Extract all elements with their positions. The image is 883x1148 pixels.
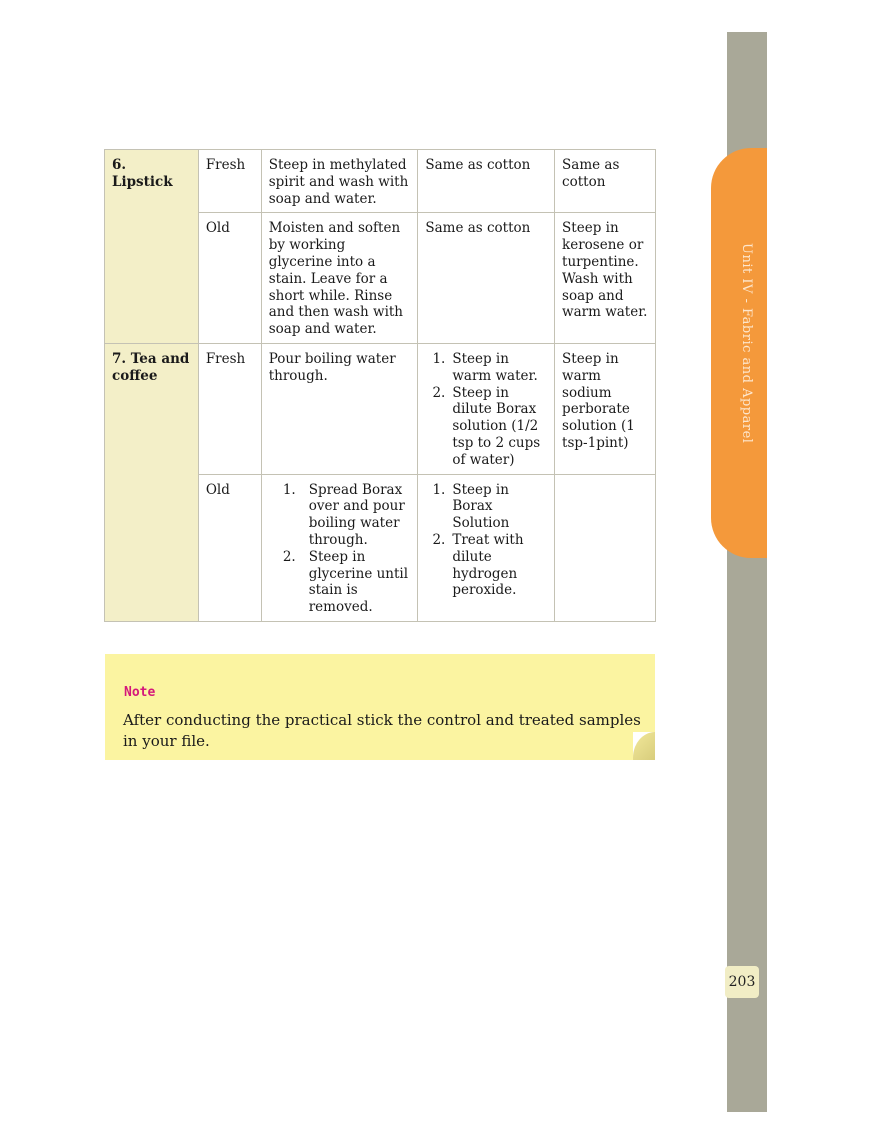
- list-item: 2. Steep in dilute Borax solution (1/2 tsp to 2 cups of water): [432, 384, 541, 468]
- treatment-cell: Steep in kerosene or turpentine. Wash with soap and warm water.: [555, 213, 656, 344]
- step-list: [269, 482, 411, 616]
- condition-cell: Fresh: [198, 343, 261, 474]
- step-list: [425, 482, 547, 600]
- note-title: Note: [124, 685, 156, 700]
- stain-name-cell: 6. Lipstick: [105, 150, 199, 344]
- unit-label: Unit IV - Fabric and Apparel: [739, 243, 754, 444]
- treatment-cell: Moisten and soften by working glycerine into a stain. Leave for a short while. Rinse and then wash with soap and water.: [261, 213, 418, 344]
- treatment-cell: Same as cotton: [555, 150, 656, 213]
- treatment-cell: [555, 474, 656, 621]
- condition-cell: Old: [198, 213, 261, 344]
- treatment-cell: [261, 474, 418, 621]
- treatment-cell: Steep in warm sodium perborate solution (1 tsp-1pint): [555, 343, 656, 474]
- page-number: 203: [725, 966, 759, 998]
- note-body: After conducting the practical stick the control and treated samples in your file.: [123, 711, 641, 750]
- table-row: [105, 343, 656, 474]
- list-item: 2. Steep in glycerine until stain is removed.: [282, 548, 409, 616]
- condition-cell: Old: [198, 474, 261, 621]
- stain-name-cell: 7. Tea and coffee: [105, 343, 199, 621]
- list-item: 1. Steep in Borax Solution: [432, 481, 510, 532]
- treatment-cell: [418, 474, 555, 621]
- treatment-cell: Steep in methylated spirit and wash with soap and water.: [261, 150, 418, 213]
- treatment-cell: [418, 343, 555, 474]
- condition-cell: Fresh: [198, 150, 261, 213]
- treatment-cell: Pour boiling water through.: [261, 343, 418, 474]
- note-box: [105, 654, 655, 760]
- stain-removal-table: [104, 149, 656, 622]
- list-item: 1. Steep in warm water.: [432, 350, 538, 384]
- list-item: 2. Treat with dilute hydrogen peroxide.: [432, 531, 524, 599]
- list-item: 1. Spread Borax over and pour boiling water through.: [282, 481, 405, 548]
- treatment-cell: Same as cotton: [418, 213, 555, 344]
- step-list: [425, 351, 547, 469]
- table-row: [105, 150, 656, 213]
- treatment-cell: Same as cotton: [418, 150, 555, 213]
